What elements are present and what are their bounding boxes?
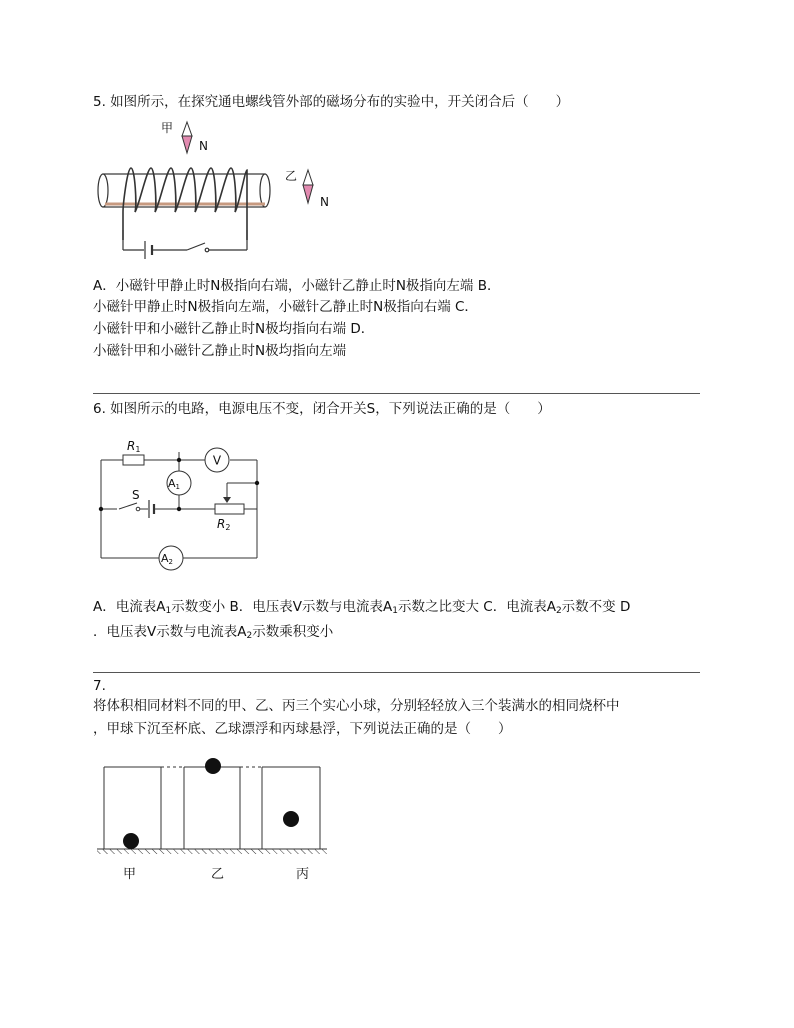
rheostat-r2 bbox=[215, 504, 244, 514]
q7-stem-line-2: ，甲球下沉至杯底、乙球漂浮和丙球悬浮，下列说法正确的是（ ） bbox=[93, 721, 512, 737]
ball-a bbox=[123, 833, 139, 849]
q5-needle-b-figure bbox=[285, 167, 345, 212]
r1-label: R1 bbox=[127, 439, 141, 454]
ammeter-a2-label: A2 bbox=[161, 552, 173, 566]
ball-c bbox=[283, 811, 299, 827]
needle-a-n-label: N bbox=[199, 139, 208, 153]
battery-icon bbox=[149, 500, 154, 518]
ball-b bbox=[205, 758, 221, 774]
q6-options-line-2: ．电压表V示数与电流表$A_2$示数乘积变小 bbox=[93, 624, 334, 641]
q5-option-line-2: 小磁针甲静止时N极指向左端，小磁针乙静止时N极指向右端 C． bbox=[93, 299, 478, 315]
switch-s-label: S bbox=[132, 488, 140, 502]
slider-arrow-icon bbox=[223, 497, 231, 503]
divider bbox=[93, 393, 700, 394]
divider bbox=[93, 672, 700, 673]
resistor-r1 bbox=[123, 455, 144, 465]
battery-icon bbox=[145, 241, 152, 259]
compass-needle-b-icon bbox=[303, 170, 313, 203]
needle-b-n-label: N bbox=[320, 195, 329, 209]
q7-stem-line-1: 将体积相同材料不同的甲、乙、丙三个实心小球，分别轻轻放入三个装满水的相同烧杯中 bbox=[93, 698, 620, 714]
q5-option-line-1: A．小磁针甲静止时N极指向右端，小磁针乙静止时N极指向左端 B． bbox=[93, 278, 501, 294]
voltmeter-label: V bbox=[212, 453, 222, 468]
beaker-c bbox=[262, 767, 320, 849]
switch-icon bbox=[187, 243, 209, 252]
ground bbox=[97, 849, 327, 854]
q5-option-line-3: 小磁针甲和小磁针乙静止时N极均指向右端 D． bbox=[93, 321, 375, 337]
q5-stem: 5. 如图所示，在探究通电螺线管外部的磁场分布的实验中，开关闭合后（ ） bbox=[93, 94, 570, 110]
label-a: 甲 bbox=[123, 867, 137, 882]
r2-label: R2 bbox=[217, 517, 231, 532]
q6-circuit-figure bbox=[95, 433, 265, 573]
needle-a-label: 甲 bbox=[161, 121, 174, 135]
q5-option-line-4: 小磁针甲和小磁针乙静止时N极均指向左端 bbox=[93, 343, 347, 359]
q6-options-line-1: A．电流表$A_1$示数变小 B．电压表V示数与电流表$A_1$示数之比变大 C．电流表$A_2$示数不变 D bbox=[93, 599, 631, 616]
beaker-b bbox=[161, 767, 262, 849]
label-b: 乙 bbox=[211, 867, 225, 882]
ammeter-a1-label: A1 bbox=[168, 477, 180, 491]
compass-needle-a-icon bbox=[182, 122, 192, 153]
label-c: 丙 bbox=[296, 867, 310, 882]
q7-number: 7. bbox=[93, 678, 106, 694]
q7-beakers-figure bbox=[95, 757, 335, 882]
needle-b-label: 乙 bbox=[285, 169, 298, 183]
switch-s-icon bbox=[119, 503, 140, 511]
q5-circuit-wires bbox=[123, 230, 247, 250]
q6-stem: 6. 如图所示的电路，电源电压不变，闭合开关S，下列说法正确的是（ ） bbox=[93, 401, 551, 417]
